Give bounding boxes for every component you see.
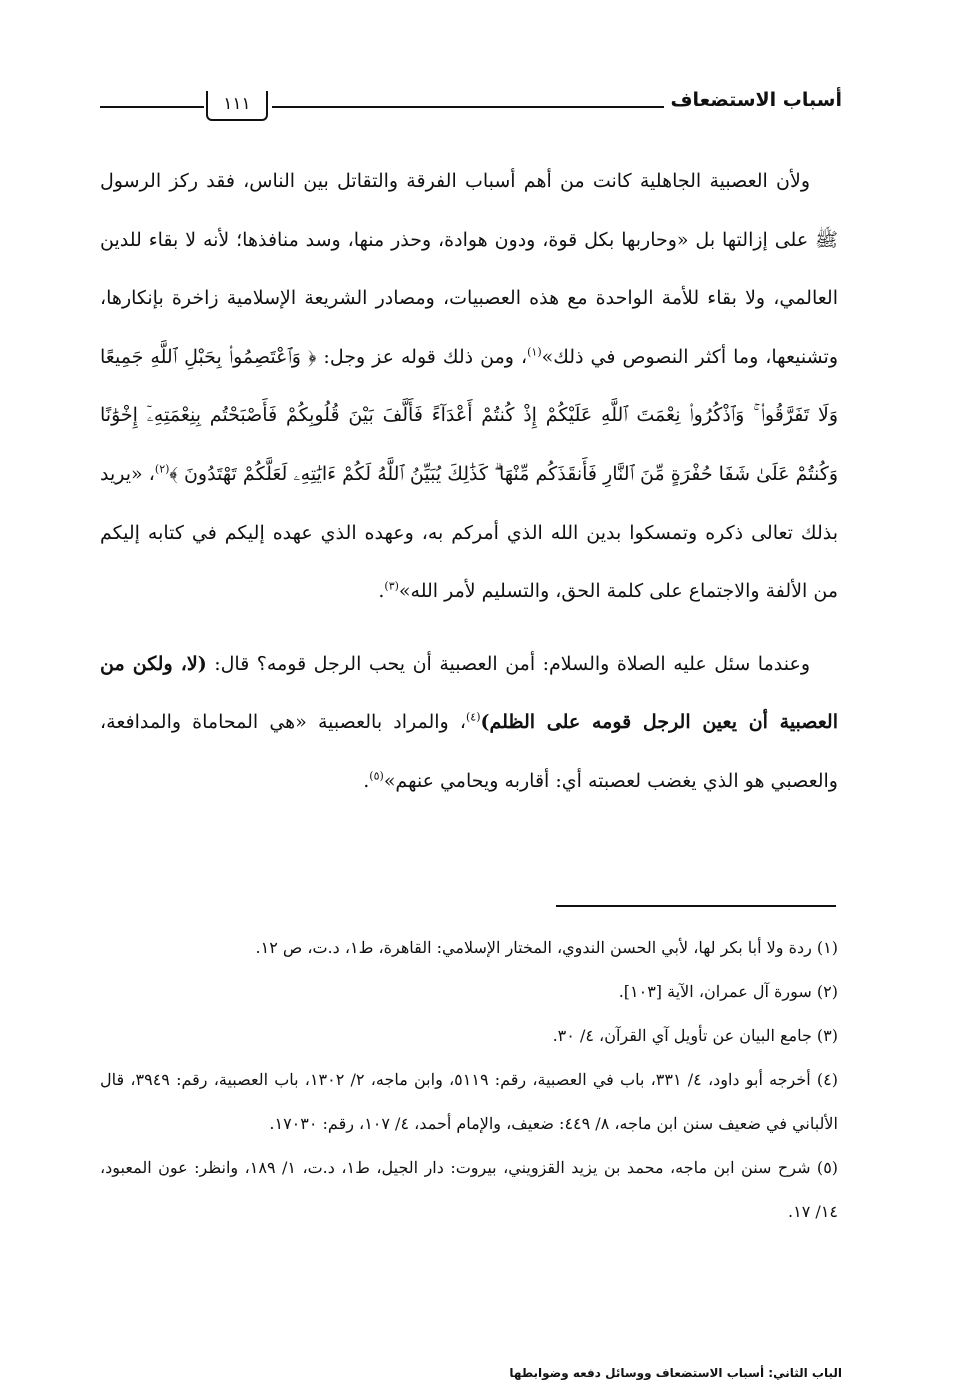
footnote-ref-4: (٤)	[465, 711, 481, 725]
running-footer: الباب الثاني: أسباب الاستضعاف ووسائل دفعه وضوابطها	[509, 1366, 842, 1380]
header-rule-right	[272, 106, 664, 108]
para1-text-end: .	[378, 580, 385, 603]
footnote-5: (٥) شرح سنن ابن ماجه، محمد بن يزيد القزويني، بيروت: دار الجيل، ط١، د.ت، ١/ ١٨٩، وانظر: عون المعبود، ١٤/ ١٧.	[100, 1158, 839, 1221]
page-number: ١١١	[206, 91, 268, 121]
main-text	[100, 152, 838, 811]
footnote-4: (٤) أخرجه أبو داود، ٤/ ٣٣١، باب في العصبية، رقم: ٥١١٩، وابن ماجه، ٢/ ١٣٠٢، باب العصبية، رقم: ٣٩٤٩، قال الألباني في ضعيف سنن ابن ماجه، ٨/ ٤٤٩: ضعيف، والإمام أحمد، ٤/ ١٠٧، رقم: ١٧٠٣٠.	[100, 1070, 838, 1133]
para2-text-1: وعندما سئل عليه الصلاة والسلام: أمن العصبية أن يحب الرجل قومه؟ قال:	[206, 652, 810, 675]
footnote-1: (١) ردة ولا أبا بكر لها، لأبي الحسن الندوي، المختار الإسلامي: القاهرة، ط١، د.ت، ص ١٢.	[255, 938, 838, 957]
footnote-ref-2: (٢)	[154, 462, 170, 476]
footnote-ref-1: (١)	[527, 345, 542, 359]
para2-text-end: .	[363, 769, 370, 792]
footnote-3: (٣) جامع البيان عن تأويل آي القرآن، ٤/ ٣٠.	[552, 1026, 838, 1045]
para2-text-2: ، والمراد بالعصبية «هي المحاماة والمدافعة، والعصبي هو الذي يغضب لعصبته أي: أقاربه ويحامي عنهم»	[100, 711, 838, 792]
footnote-ref-3: (٣)	[384, 579, 399, 593]
para1-text-3: ، «يريد بذلك تعالى ذكره وتمسكوا بدين الله الذي أمركم به، وعهده الذي عهده إليكم في كتابه إليكم من الألفة والاجتماع على كلمة الحق، والتسليم لأمر الله»	[100, 462, 838, 603]
para1-text-1: ولأن العصبية الجاهلية كانت من أهم أسباب الفرقة والتقاتل بين الناس، فقد ركز الرسول ﷺ على إزالتها بل «وحاربها بكل قوة، ودون هوادة، وحذر منها، وسد منافذها؛ لأنه لا بقاء للدين العالمي، ولا بقاء للأمة الواحدة مع هذه العصبيات، ومصادر الشريعة الإسلامية زاخرة بإنكارها، وتشنيعها، وما أكثر النصوص في ذلك»	[100, 170, 838, 368]
para1-quran-verse: ، ومن ذلك قوله عز وجل: ﴿ وَٱعْتَصِمُوا۟ بِحَبْلِ ٱللَّهِ جَمِيعًا وَلَا تَفَرَّقُوا۟ ۚ وَٱذْكُرُوا۟ نِعْمَتَ ٱللَّهِ عَلَيْكُمْ إِذْ كُنتُمْ أَعْدَآءً فَأَلَّفَ بَيْنَ قُلُوبِكُمْ فَأَصْبَحْتُم بِنِعْمَتِهِۦٓ إِخْوَٰنًا وَكُنتُمْ عَلَىٰ شَفَا حُفْرَةٍ مِّنَ ٱلنَّارِ فَأَنقَذَكُم مِّنْهَا ۗ كَذَٰلِكَ يُبَيِّنُ ٱللَّهُ لَكُمْ ءَايَٰتِهِۦ لَعَلَّكُمْ تَهْتَدُونَ ﴾	[100, 345, 838, 485]
header-rule-left	[100, 106, 204, 108]
running-header-title: أسباب الاستضعاف	[670, 89, 842, 111]
paragraph-2	[100, 635, 838, 811]
hadith-quote: (لا، ولكن من العصبية أن يعين الرجل قومه على الظلم)	[100, 652, 838, 734]
paragraph-1	[100, 152, 838, 621]
footnote-2: (٢) سورة آل عمران، الآية [١٠٣].	[618, 982, 838, 1001]
footnotes	[100, 926, 838, 1234]
footnote-ref-5: (٥)	[369, 769, 384, 783]
footnote-separator	[556, 905, 836, 907]
